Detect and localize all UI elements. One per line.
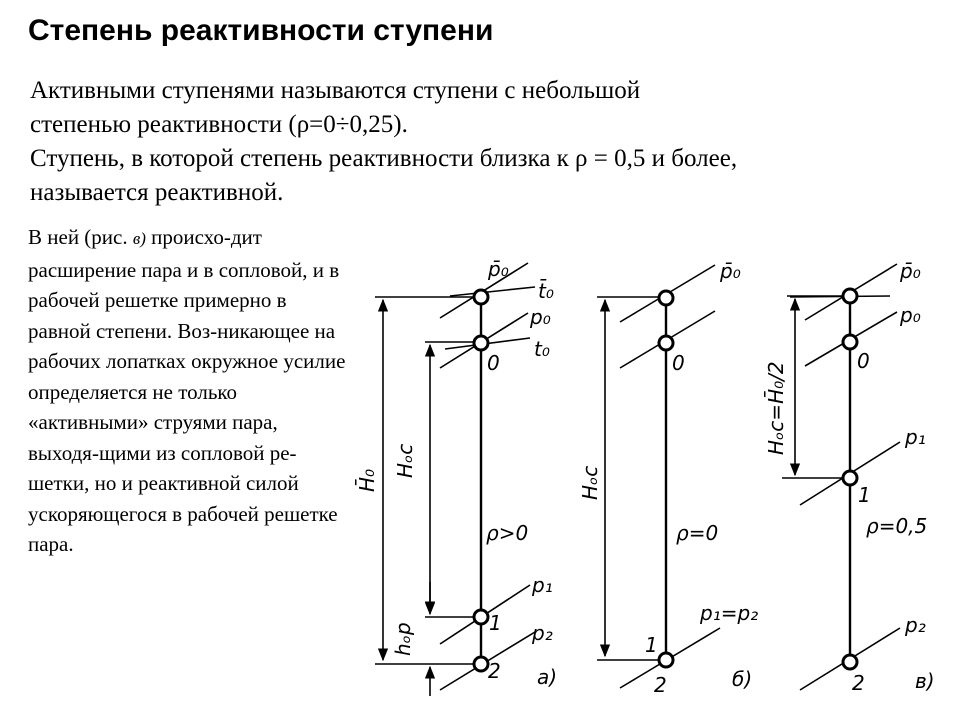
label-rho: ρ=0 bbox=[676, 521, 719, 545]
label-state-1: 1 bbox=[858, 483, 871, 507]
intro-line: Ступень, в которой степень реактивности близка к ρ = 0,5 и более, bbox=[30, 145, 738, 172]
label-p2: p₂ bbox=[532, 621, 553, 645]
label-p2: p₂ bbox=[905, 613, 926, 637]
side-paragraph bbox=[28, 222, 348, 560]
label-state-1: 1 bbox=[489, 611, 502, 635]
panel-label-a: а) bbox=[537, 665, 558, 689]
panel-label-b: б) bbox=[732, 667, 753, 691]
label-state-2: 2 bbox=[654, 673, 667, 697]
intro-line: называется реактивной. bbox=[30, 179, 284, 206]
panel-label-c: в) bbox=[915, 669, 935, 693]
page-title: Степень реактивности ступени bbox=[28, 14, 494, 47]
label-rho: ρ=0,5 bbox=[866, 514, 928, 538]
panel-c-diagram bbox=[782, 264, 900, 690]
label-state-2: 2 bbox=[488, 659, 501, 683]
label-Hoc: Hₒc bbox=[578, 465, 602, 500]
label-H0-bar: H̄₀ bbox=[355, 468, 379, 492]
label-pbar0: p̄₀ bbox=[900, 259, 921, 283]
label-p0: p₀ bbox=[900, 303, 921, 327]
figure-reference: в) bbox=[132, 229, 146, 248]
label-p1: p₁ bbox=[532, 573, 553, 597]
label-p1-eq-p2: p₁=p₂ bbox=[700, 601, 759, 625]
label-Hoc-eq: Hₒc=H̄₀/2 bbox=[764, 361, 788, 455]
label-state-0: 0 bbox=[857, 349, 870, 373]
label-p0: p₀ bbox=[530, 305, 551, 329]
label-hop: hₒp bbox=[391, 622, 415, 656]
label-state-2: 2 bbox=[852, 671, 865, 695]
intro-text bbox=[30, 74, 940, 210]
hs-diagram-figure bbox=[340, 240, 960, 720]
side-text-body: происхо-дит расширение пара и в сопловой, и в рабочей решетке примерно в равной степени. Воз-никающее на рабочих лопатках окружное усилие определяется не только «активными» струями пара, выходя-щими из сопловой ре-шетки, но и реактивной силой ускоряющегося в рабочей решетке пара. bbox=[28, 225, 346, 556]
label-rho: ρ>0 bbox=[486, 521, 529, 545]
label-state-0: 0 bbox=[487, 351, 500, 375]
label-Hoc: Hₒc bbox=[393, 443, 417, 478]
label-pbar0: p̄₀ bbox=[720, 259, 741, 283]
intro-line: Активными ступенями называются ступени с небольшой bbox=[30, 77, 641, 104]
label-state-0: 0 bbox=[672, 351, 685, 375]
intro-line: степенью реактивности (ρ=0÷0,25). bbox=[30, 111, 408, 138]
label-tbar0: t̄₀ bbox=[538, 279, 554, 303]
label-pbar0: p̄₀ bbox=[488, 257, 509, 281]
side-text-lead: В ней (рис. bbox=[28, 225, 133, 249]
label-state-1: 1 bbox=[645, 633, 658, 657]
label-t0: t₀ bbox=[534, 337, 550, 361]
label-p1: p₁ bbox=[905, 425, 926, 449]
